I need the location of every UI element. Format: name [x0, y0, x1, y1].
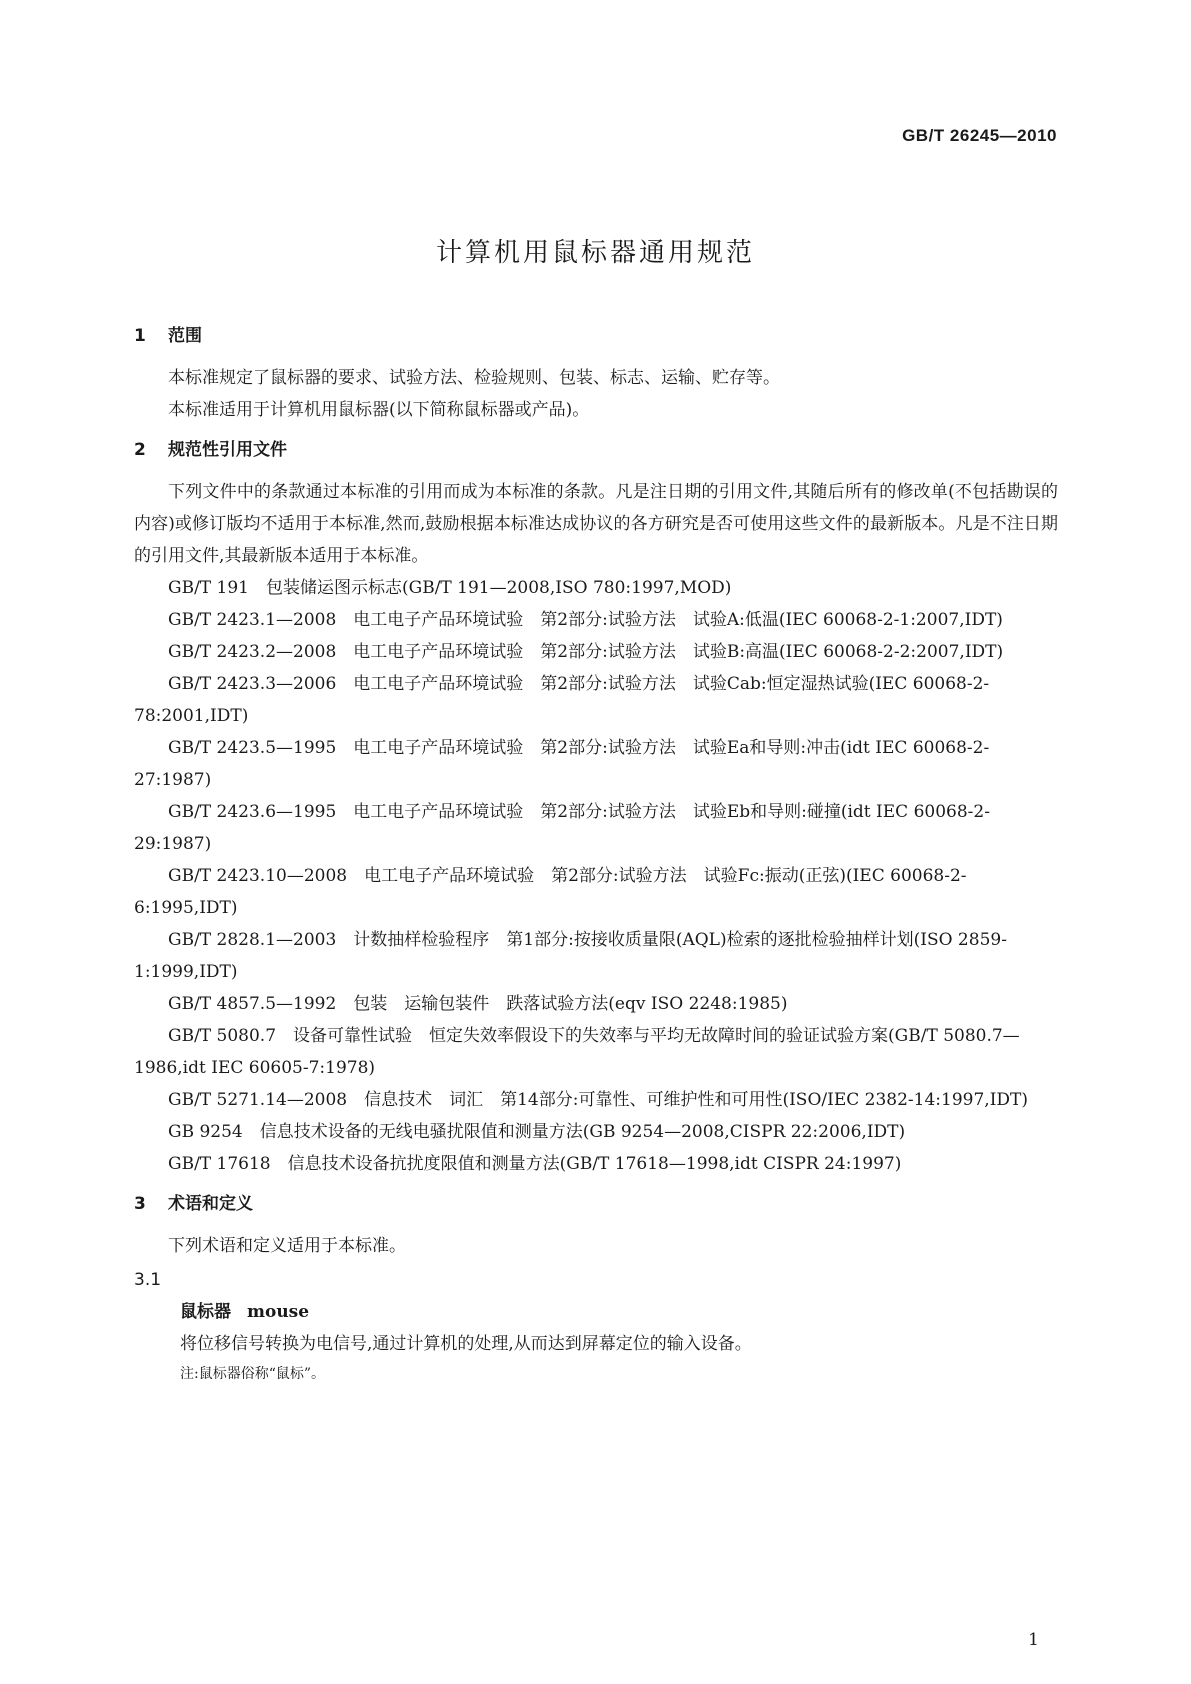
section-number: 2 — [134, 440, 146, 460]
reference-item: GB/T 2423.10—2008 电工电子产品环境试验 第2部分:试验方法 试验Fc:振动(正弦)(IEC 60068-2-6:1995,IDT) — [134, 866, 967, 918]
clause-number: 3.1 — [134, 1270, 162, 1290]
scope-paragraph: 本标准适用于计算机用鼠标器(以下简称鼠标器或产品)。 — [168, 400, 590, 420]
term-definition: 将位移信号转换为电信号,通过计算机的处理,从而达到屏幕定位的输入设备。 — [180, 1334, 752, 1354]
section-title: 范围 — [168, 326, 202, 346]
section-number: 3 — [134, 1194, 146, 1214]
reference-item: GB 9254 信息技术设备的无线电骚扰限值和测量方法(GB 9254—2008,CISPR 22:2006,IDT) — [168, 1122, 906, 1142]
reference-item: GB/T 2423.1—2008 电工电子产品环境试验 第2部分:试验方法 试验A:低温(IEC 60068-2-1:2007,IDT) — [168, 610, 1003, 630]
term-note: 注:鼠标器俗称“鼠标”。 — [180, 1366, 326, 1382]
section-number: 1 — [134, 326, 146, 346]
page-number: 1 — [1028, 1630, 1039, 1650]
term-chinese: 鼠标器 — [180, 1302, 231, 1322]
reference-item: GB/T 2423.3—2006 电工电子产品环境试验 第2部分:试验方法 试验Cab:恒定湿热试验(IEC 60068-2-78:2001,IDT) — [134, 674, 990, 726]
section-1-heading — [134, 320, 1058, 352]
term-heading — [134, 1296, 1058, 1328]
reference-item: GB/T 4857.5—1992 包装 运输包装件 跌落试验方法(eqv ISO 2248:1985) — [168, 994, 788, 1014]
section-2-heading — [134, 434, 1058, 466]
section-title: 规范性引用文件 — [168, 440, 287, 460]
document-body — [134, 320, 1058, 1388]
section-3-heading — [134, 1188, 1058, 1220]
reference-item: GB/T 17618 信息技术设备抗扰度限值和测量方法(GB/T 17618—1998,idt CISPR 24:1997) — [168, 1154, 902, 1174]
section-title: 术语和定义 — [168, 1194, 253, 1214]
reference-item: GB/T 2423.5—1995 电工电子产品环境试验 第2部分:试验方法 试验Ea和导则:冲击(idt IEC 60068-2-27:1987) — [134, 738, 990, 790]
document-title: 计算机用鼠标器通用规范 — [435, 238, 755, 268]
term-english: mouse — [247, 1302, 310, 1322]
reference-item: GB/T 2828.1—2003 计数抽样检验程序 第1部分:按接收质量限(AQL)检索的逐批检验抽样计划(ISO 2859-1:1999,IDT) — [134, 930, 1007, 982]
reference-item: GB/T 2423.2—2008 电工电子产品环境试验 第2部分:试验方法 试验B:高温(IEC 60068-2-2:2007,IDT) — [168, 642, 1004, 662]
scope-paragraph: 本标准规定了鼠标器的要求、试验方法、检验规则、包装、标志、运输、贮存等。 — [168, 368, 780, 388]
references-intro: 下列文件中的条款通过本标准的引用而成为本标准的条款。凡是注日期的引用文件,其随后所有的修改单(不包括勘误的内容)或修订版均不适用于本标准,然而,鼓励根据本标准达成协议的各方研究是否可使用这些文件的最新版本。凡是不注日期的引用文件,其最新版本适用于本标准。 — [134, 482, 1058, 566]
reference-item: GB/T 5271.14—2008 信息技术 词汇 第14部分:可靠性、可维护性和可用性(ISO/IEC 2382-14:1997,IDT) — [168, 1090, 1029, 1110]
reference-item: GB/T 5080.7 设备可靠性试验 恒定失效率假设下的失效率与平均无故障时间的验证试验方案(GB/T 5080.7—1986,idt IEC 60605-7:1978) — [134, 1026, 1020, 1078]
reference-item: GB/T 191 包装储运图示标志(GB/T 191—2008,ISO 780:1997,MOD) — [168, 578, 732, 598]
reference-item: GB/T 2423.6—1995 电工电子产品环境试验 第2部分:试验方法 试验Eb和导则:碰撞(idt IEC 60068-2-29:1987) — [134, 802, 990, 854]
reference-list — [134, 572, 1058, 1180]
standard-code: GB/T 26245—2010 — [902, 126, 1057, 145]
terms-intro: 下列术语和定义适用于本标准。 — [168, 1236, 406, 1256]
